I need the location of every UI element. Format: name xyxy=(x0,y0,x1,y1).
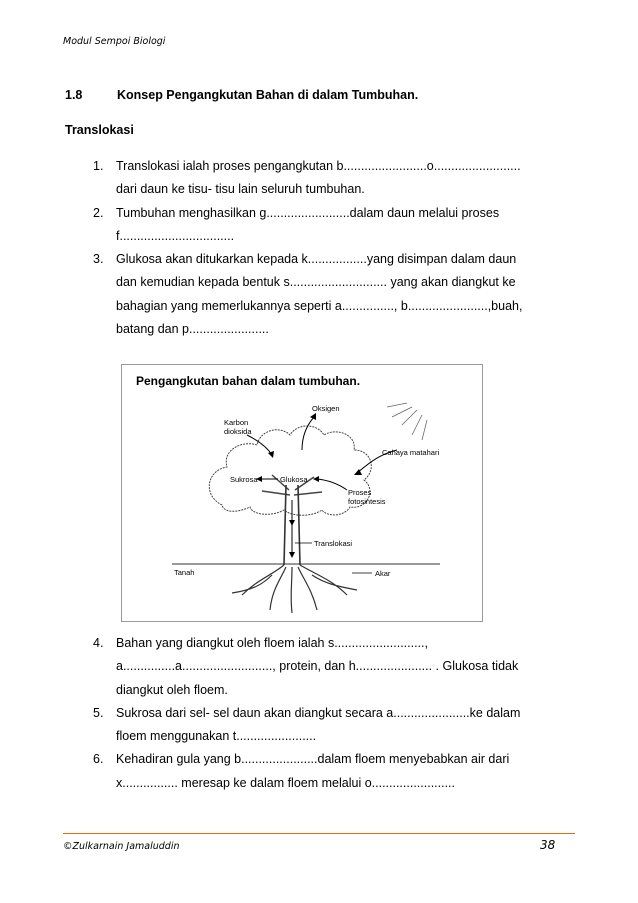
section-number: 1.8 xyxy=(65,88,83,102)
label-glukosa: Glukosa xyxy=(280,475,308,484)
question-number: 6. xyxy=(93,752,104,767)
footer-author: ©Zulkarnain Jamaluddin xyxy=(63,841,180,852)
question-text xyxy=(116,702,573,749)
question-line: f................................. xyxy=(116,228,235,243)
question-number: 2. xyxy=(93,205,104,220)
question-item xyxy=(93,155,573,202)
question-number: 3. xyxy=(93,252,104,267)
question-line: Bahan yang diangkut oleh floem ialah s.........................., xyxy=(116,636,428,650)
label-akar: Akar xyxy=(375,569,391,578)
question-item xyxy=(93,202,573,249)
arrowhead xyxy=(289,520,295,526)
label-fotosintesis: fotosintesis xyxy=(348,497,386,506)
arrowhead xyxy=(289,552,295,558)
question-line: bahagian yang memerlukannya seperti a..............., b.......................,buah, xyxy=(116,298,523,313)
label-sukrosa: Sukrosa xyxy=(230,475,258,484)
section-heading xyxy=(65,88,418,102)
tree-roots xyxy=(232,565,357,613)
question-number: 1. xyxy=(93,159,104,173)
running-header: Modul Sempoi Biologi xyxy=(63,36,166,47)
question-line: x................ meresap ke dalam floem melalui o........................ xyxy=(116,775,456,790)
question-list-part1 xyxy=(93,155,573,341)
question-item xyxy=(93,248,573,341)
question-line: Sukrosa dari sel- sel daun akan diangkut secara a......................ke dalam xyxy=(116,705,521,720)
subsection-heading: Translokasi xyxy=(65,123,134,137)
figure-title: Pengangkutan bahan dalam tumbuhan. xyxy=(136,374,361,388)
question-line: dari daun ke tisu- tisu lain seluruh tumbuhan. xyxy=(116,182,365,197)
label-translokasi: Translokasi xyxy=(314,539,353,548)
question-line: dan kemudian kepada bentuk s............................ yang akan diangkut ke xyxy=(116,275,516,290)
label-cahaya: Cahaya matahari xyxy=(382,448,440,457)
sun-icon xyxy=(387,403,427,440)
question-number: 4. xyxy=(93,636,104,650)
page-number: 38 xyxy=(540,838,556,852)
question-item xyxy=(93,702,573,749)
label-oksigen: Oksigen xyxy=(312,404,340,413)
question-text xyxy=(116,632,573,702)
question-list-part2 xyxy=(93,632,573,795)
question-line: Glukosa akan ditukarkan kepada k.................yang disimpan dalam daun xyxy=(116,252,517,267)
label-tanah: Tanah xyxy=(174,568,195,577)
figure-box xyxy=(121,364,483,622)
question-text xyxy=(116,248,573,341)
label-karbon: Karbon xyxy=(224,418,249,427)
question-line: Kehadiran gula yang b......................dalam floem menyebabkan air dari xyxy=(116,752,510,767)
footer-rule xyxy=(63,833,575,834)
question-text xyxy=(116,155,573,202)
question-line: a...............a.........................., protein, dan h...................... . Glukosa tidak xyxy=(116,659,519,674)
plant-transport-diagram xyxy=(172,395,442,617)
label-dioksida: dioksida xyxy=(224,427,252,436)
question-line: diangkut oleh floem. xyxy=(116,682,228,697)
question-line: Tumbuhan menghasilkan g........................dalam daun melalui proses xyxy=(116,205,500,220)
question-line: floem menggunakan t....................... xyxy=(116,729,317,744)
question-line: batang dan p....................... xyxy=(116,322,269,337)
section-title: Konsep Pengangkutan Bahan di dalam Tumbuhan. xyxy=(117,88,419,102)
question-text xyxy=(116,202,573,249)
question-item xyxy=(93,748,573,795)
label-proses: Proses xyxy=(348,488,372,497)
question-number: 5. xyxy=(93,705,104,720)
question-line: Translokasi ialah proses pengangkutan b........................o......................... xyxy=(116,159,521,173)
question-item xyxy=(93,632,573,702)
question-text xyxy=(116,748,573,795)
tree-canopy xyxy=(209,426,371,515)
